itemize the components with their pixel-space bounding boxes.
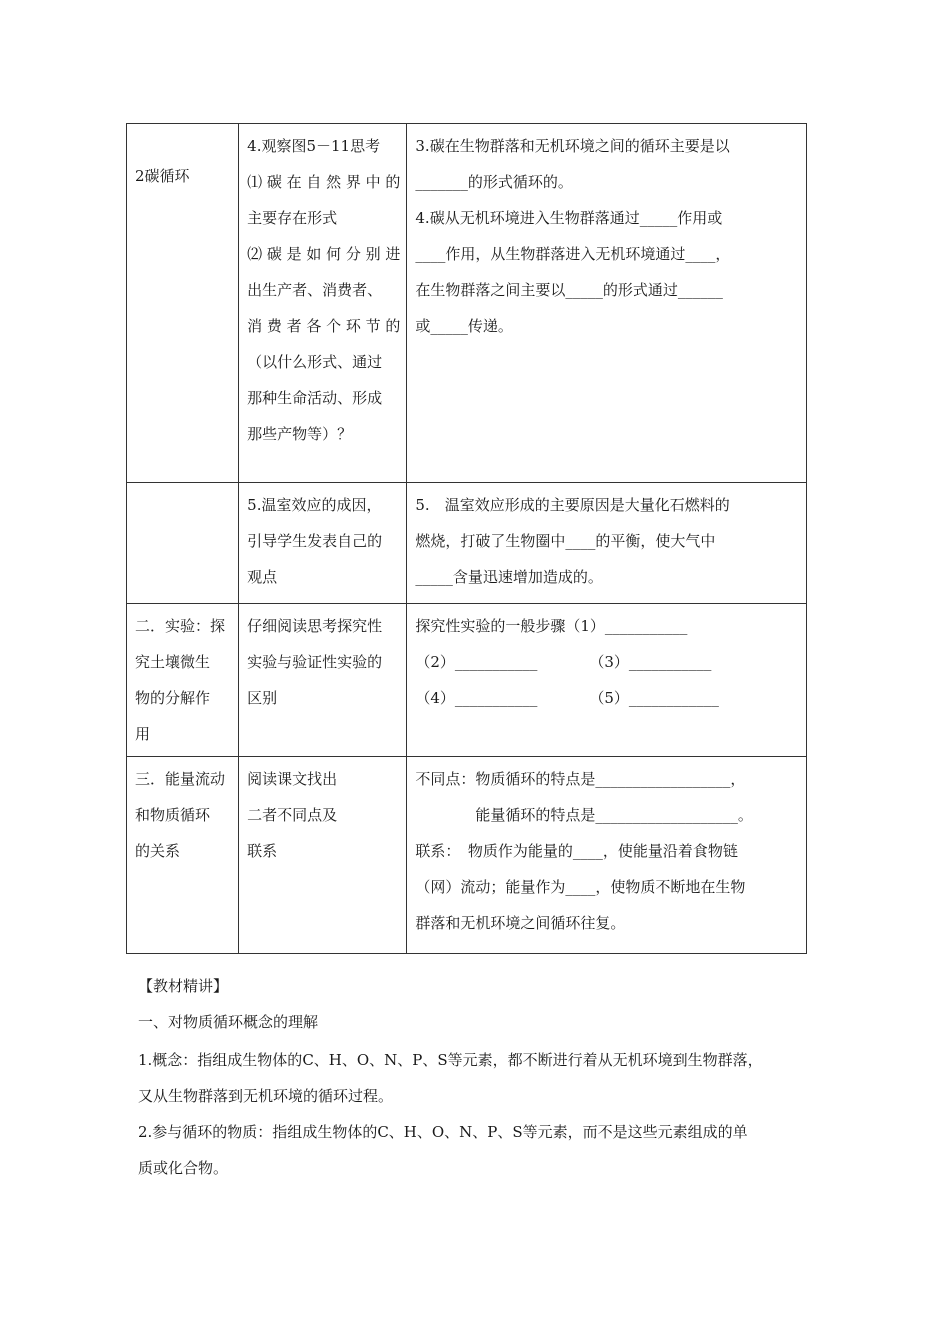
- steps-row: [415, 680, 800, 716]
- table-row: [127, 483, 807, 604]
- topic-line: 二．实验：探: [135, 617, 226, 635]
- activity-line: 观点: [247, 568, 278, 586]
- section: [138, 968, 818, 1186]
- activity-line: ⑵碳是如何分别进: [247, 245, 401, 263]
- activity-line: 二者不同点及: [247, 806, 338, 824]
- table-row: [127, 757, 807, 954]
- section-heading: 【教材精讲】: [138, 977, 229, 995]
- activity-line: ⑴碳在自然界中的: [247, 173, 401, 191]
- content-line: 或_____传递。: [415, 317, 513, 335]
- activity-line: 5.温室效应的成因，: [247, 496, 382, 514]
- activity-cell: [239, 483, 407, 604]
- activity-line: 联系: [247, 842, 278, 860]
- content-cell: [407, 124, 807, 483]
- activity-line: 消费者各个环节的: [247, 317, 401, 335]
- activity-line: 4.观察图5－11思考: [247, 137, 381, 155]
- content-line: 联系： 物质作为能量的____，使能量沿着食物链: [415, 842, 738, 860]
- activity-line: 仔细阅读思考探究性: [247, 617, 383, 635]
- topic-line: 物的分解作: [135, 689, 211, 707]
- content-line: 群落和无机环境之间循环往复。: [415, 914, 626, 932]
- paragraph-line: 又从生物群落到无机环境的循环过程。: [138, 1087, 394, 1105]
- content-line: _____含量迅速增加造成的。: [415, 568, 603, 586]
- step-item: （2）___________: [415, 653, 538, 671]
- topic-cell: [127, 757, 239, 954]
- content-cell: [407, 604, 807, 757]
- topic-text: 2碳循环: [135, 167, 190, 185]
- step-item: （4）___________: [415, 689, 538, 707]
- content-line: 能量循环的特点是___________________。: [415, 806, 753, 824]
- content-line: 在生物群落之间主要以_____的形式通过______: [415, 281, 723, 299]
- topic-line: 的关系: [135, 842, 181, 860]
- content-line: ____作用，从生物群落进入无机环境通过____，: [415, 245, 731, 263]
- paragraph-line: 质或化合物。: [138, 1159, 229, 1177]
- activity-line: 那种生命活动、形成: [247, 389, 383, 407]
- activity-line: 阅读课文找出: [247, 770, 338, 788]
- content-line: （网）流动；能量作为____，使物质不断地在生物: [415, 878, 746, 896]
- activity-line: 主要存在形式: [247, 209, 338, 227]
- content-line: 4.碳从无机环境进入生物群落通过_____作用或: [415, 209, 723, 227]
- topic-line: 用: [135, 725, 151, 743]
- content-line: 燃烧，打破了生物圈中____的平衡，使大气中: [415, 532, 716, 550]
- steps-row: [415, 644, 800, 680]
- activity-cell: [239, 604, 407, 757]
- content-cell: [407, 757, 807, 954]
- paragraph-line: 1.概念：指组成生物体的C、H、O、N、P、S等元素，都不断进行着从无机环境到生物群落，: [138, 1051, 763, 1069]
- step-item: （3）___________: [589, 653, 712, 671]
- activity-line: 出生产者、消费者、: [247, 281, 383, 299]
- activity-line: 实验与验证性实验的: [247, 653, 383, 671]
- activity-line: 那些产物等）？: [247, 425, 353, 443]
- topic-line: 和物质循环: [135, 806, 211, 824]
- activity-line: 区别: [247, 689, 278, 707]
- table-row: [127, 604, 807, 757]
- lesson-table: [126, 123, 807, 954]
- content-cell: [407, 483, 807, 604]
- steps-heading: 探究性实验的一般步骤（1）___________: [415, 617, 688, 635]
- paragraph-line: 2.参与循环的物质：指组成生物体的C、H、O、N、P、S等元素，而不是这些元素组成的单: [138, 1123, 748, 1141]
- activity-cell: [239, 757, 407, 954]
- activity-line: （以什么形式、通过: [247, 353, 383, 371]
- table-row: [127, 124, 807, 483]
- activity-cell: [239, 124, 407, 483]
- topic-line: 三．能量流动: [135, 770, 226, 788]
- section-subheading: 一、对物质循环概念的理解: [138, 1013, 319, 1031]
- topic-cell: [127, 124, 239, 483]
- topic-cell: [127, 604, 239, 757]
- content-line: _______的形式循环的。: [415, 173, 573, 191]
- content-line: 5. 温室效应形成的主要原因是大量化石燃料的: [415, 496, 730, 514]
- topic-cell: [127, 483, 239, 604]
- content-line: 不同点：物质循环的特点是__________________，: [415, 770, 746, 788]
- step-item: （5）____________: [589, 689, 719, 707]
- content-line: 3.碳在生物群落和无机环境之间的循环主要是以: [415, 137, 730, 155]
- activity-line: 引导学生发表自己的: [247, 532, 383, 550]
- topic-line: 究土壤微生: [135, 653, 211, 671]
